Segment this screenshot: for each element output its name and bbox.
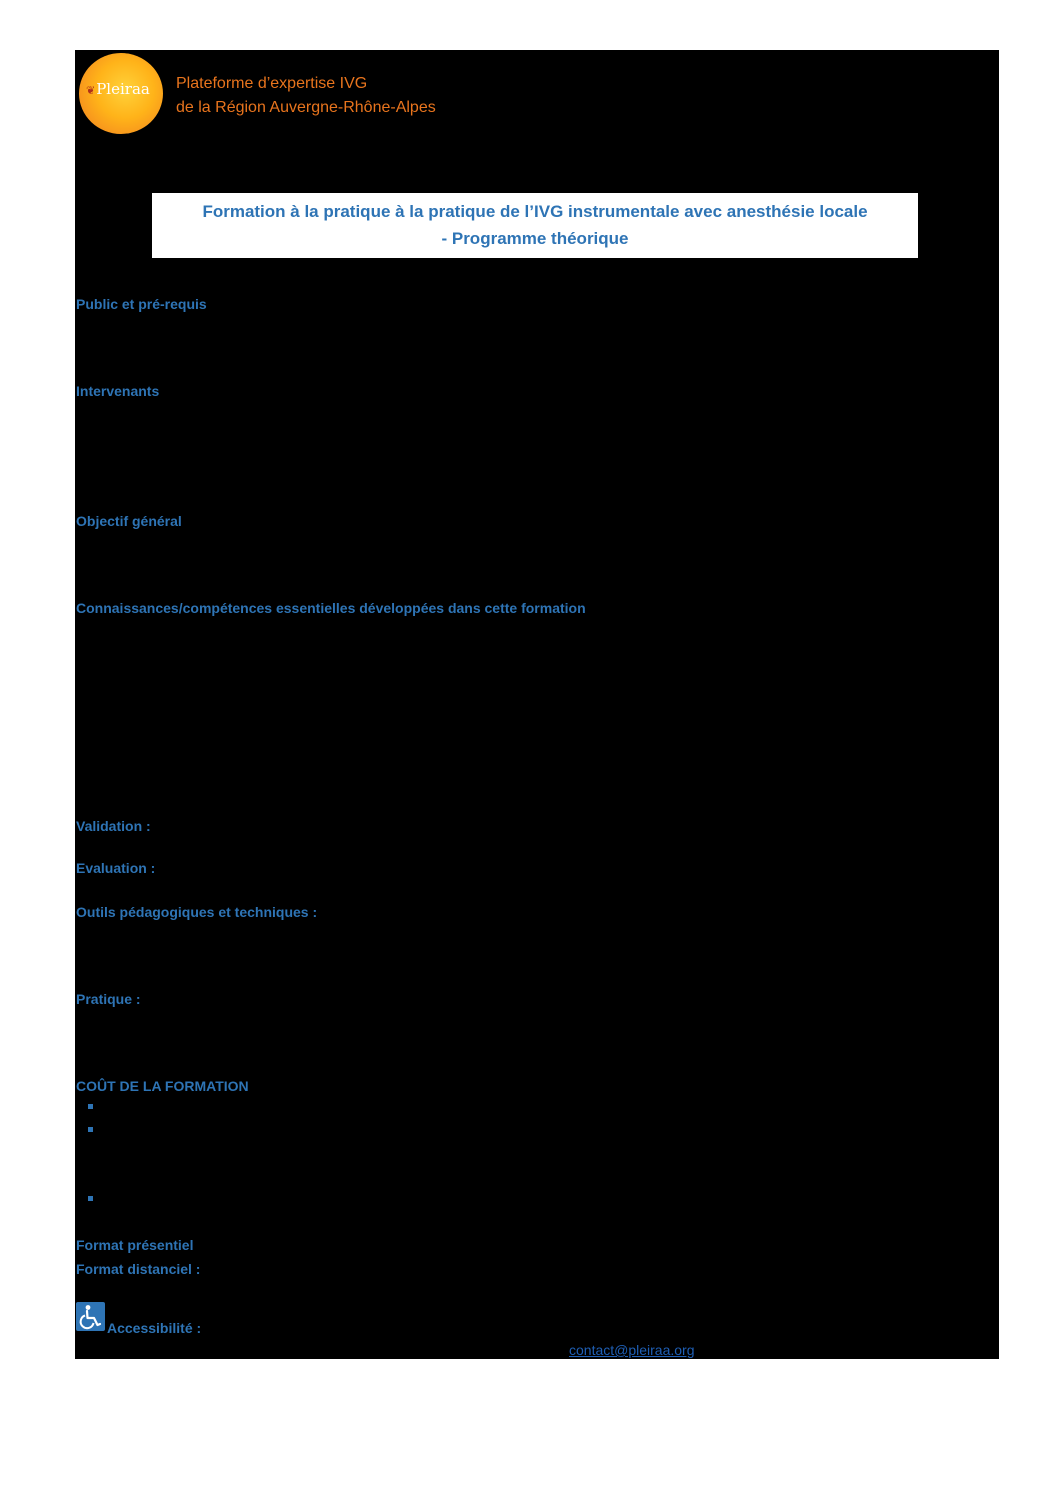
document-title-box [152, 193, 918, 258]
heading-accessibilite: Accessibilité : [107, 1320, 202, 1336]
heading-intervenants: Intervenants [76, 383, 160, 399]
heading-connaissances: Connaissances/compétences essentielles développées dans cette formation [76, 600, 586, 616]
flourish-icon: ❦ [86, 84, 96, 97]
heading-public: Public et pré-requis [76, 296, 207, 312]
heading-format-presentiel: Format présentiel [76, 1237, 194, 1253]
square-bullet-icon [88, 1127, 93, 1132]
brand-line-1: Plateforme d’expertise IVG [176, 75, 368, 92]
document-title: Formation à la pratique à la pratique de l’IVG instrumentale avec anesthésie locale [202, 202, 868, 221]
document-subtitle: - Programme théorique [441, 229, 629, 248]
logo-name: Pleiraa [96, 80, 150, 98]
brand-line-2: de la Région Auvergne-Rhône-Alpes [176, 99, 436, 116]
heading-validation: Validation : [76, 818, 151, 834]
square-bullet-icon [88, 1196, 93, 1201]
wheelchair-icon [76, 1302, 105, 1331]
heading-cout: COÛT DE LA FORMATION [76, 1078, 249, 1094]
heading-format-distanciel: Format distanciel : [76, 1261, 201, 1277]
heading-evaluation: Evaluation : [76, 860, 156, 876]
heading-pratique: Pratique : [76, 991, 141, 1007]
contact-email-link[interactable]: contact@pleiraa.org [569, 1342, 695, 1358]
heading-objectif: Objectif général [76, 513, 182, 529]
heading-outils: Outils pédagogiques et techniques : [76, 904, 318, 920]
logo-wordmark [86, 80, 150, 98]
square-bullet-icon [88, 1104, 93, 1109]
